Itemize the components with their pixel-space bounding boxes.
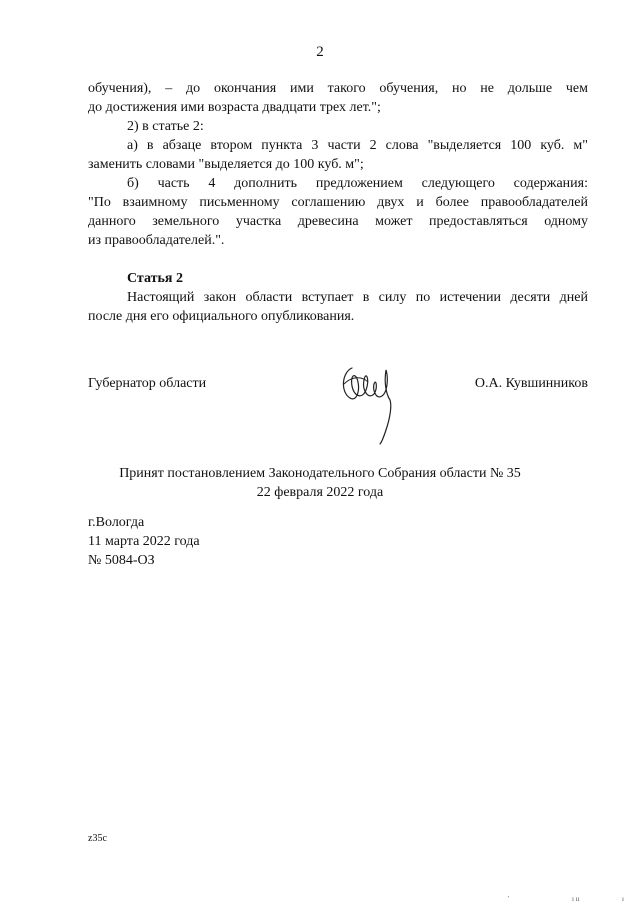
paragraph-line: из правообладателей.".: [88, 233, 225, 248]
paragraph-line: Настоящий закон области вступает в силу по истечении десяти дней: [127, 290, 588, 305]
position-title: Губернатор области: [88, 376, 207, 391]
document-body: [88, 79, 588, 326]
scan-mark: ': [508, 895, 510, 903]
signing-date: 11 марта 2022 года: [88, 534, 200, 549]
paragraph-line: заменить словами "выделяется до 100 куб. м";: [88, 157, 364, 172]
place-date-block: [88, 513, 200, 570]
law-number: № 5084-ОЗ: [88, 553, 155, 568]
paragraph-line: обучения), – до окончания ими такого обучения, но не дольше чем: [88, 81, 588, 96]
article-heading: Статья 2: [127, 271, 183, 286]
document-code: z35c: [88, 833, 107, 844]
paragraph-line: до достижения ими возраста двадцати трех лет.";: [88, 100, 381, 115]
paragraph-line: после дня его официального опубликования.: [88, 309, 355, 324]
city: г.Вологда: [88, 515, 145, 530]
signer-name: О.А. Кувшинников: [474, 376, 588, 391]
handwritten-signature: [338, 356, 404, 446]
paragraph-line: б) часть 4 дополнить предложением следующего содержания:: [127, 176, 588, 191]
adoption-note: [0, 464, 640, 502]
paragraph: 2) в статье 2:: [127, 119, 204, 134]
paragraph-line: а) в абзаце втором пункта 3 части 2 слова "выделяется 100 куб. м": [127, 138, 588, 153]
adoption-line: Принят постановлением Законодательного Собрания области № 35: [119, 466, 521, 481]
page-number: 2: [316, 44, 324, 60]
scan-mark: ı: [622, 895, 624, 903]
paragraph-line: данного земельного участка древесина может предоставляться одному: [88, 214, 588, 229]
paragraph-line: "По взаимному письменному соглашению двух и более правообладателей: [88, 195, 588, 210]
adoption-date: 22 февраля 2022 года: [256, 485, 384, 500]
scan-mark: ı ıı: [572, 895, 580, 903]
